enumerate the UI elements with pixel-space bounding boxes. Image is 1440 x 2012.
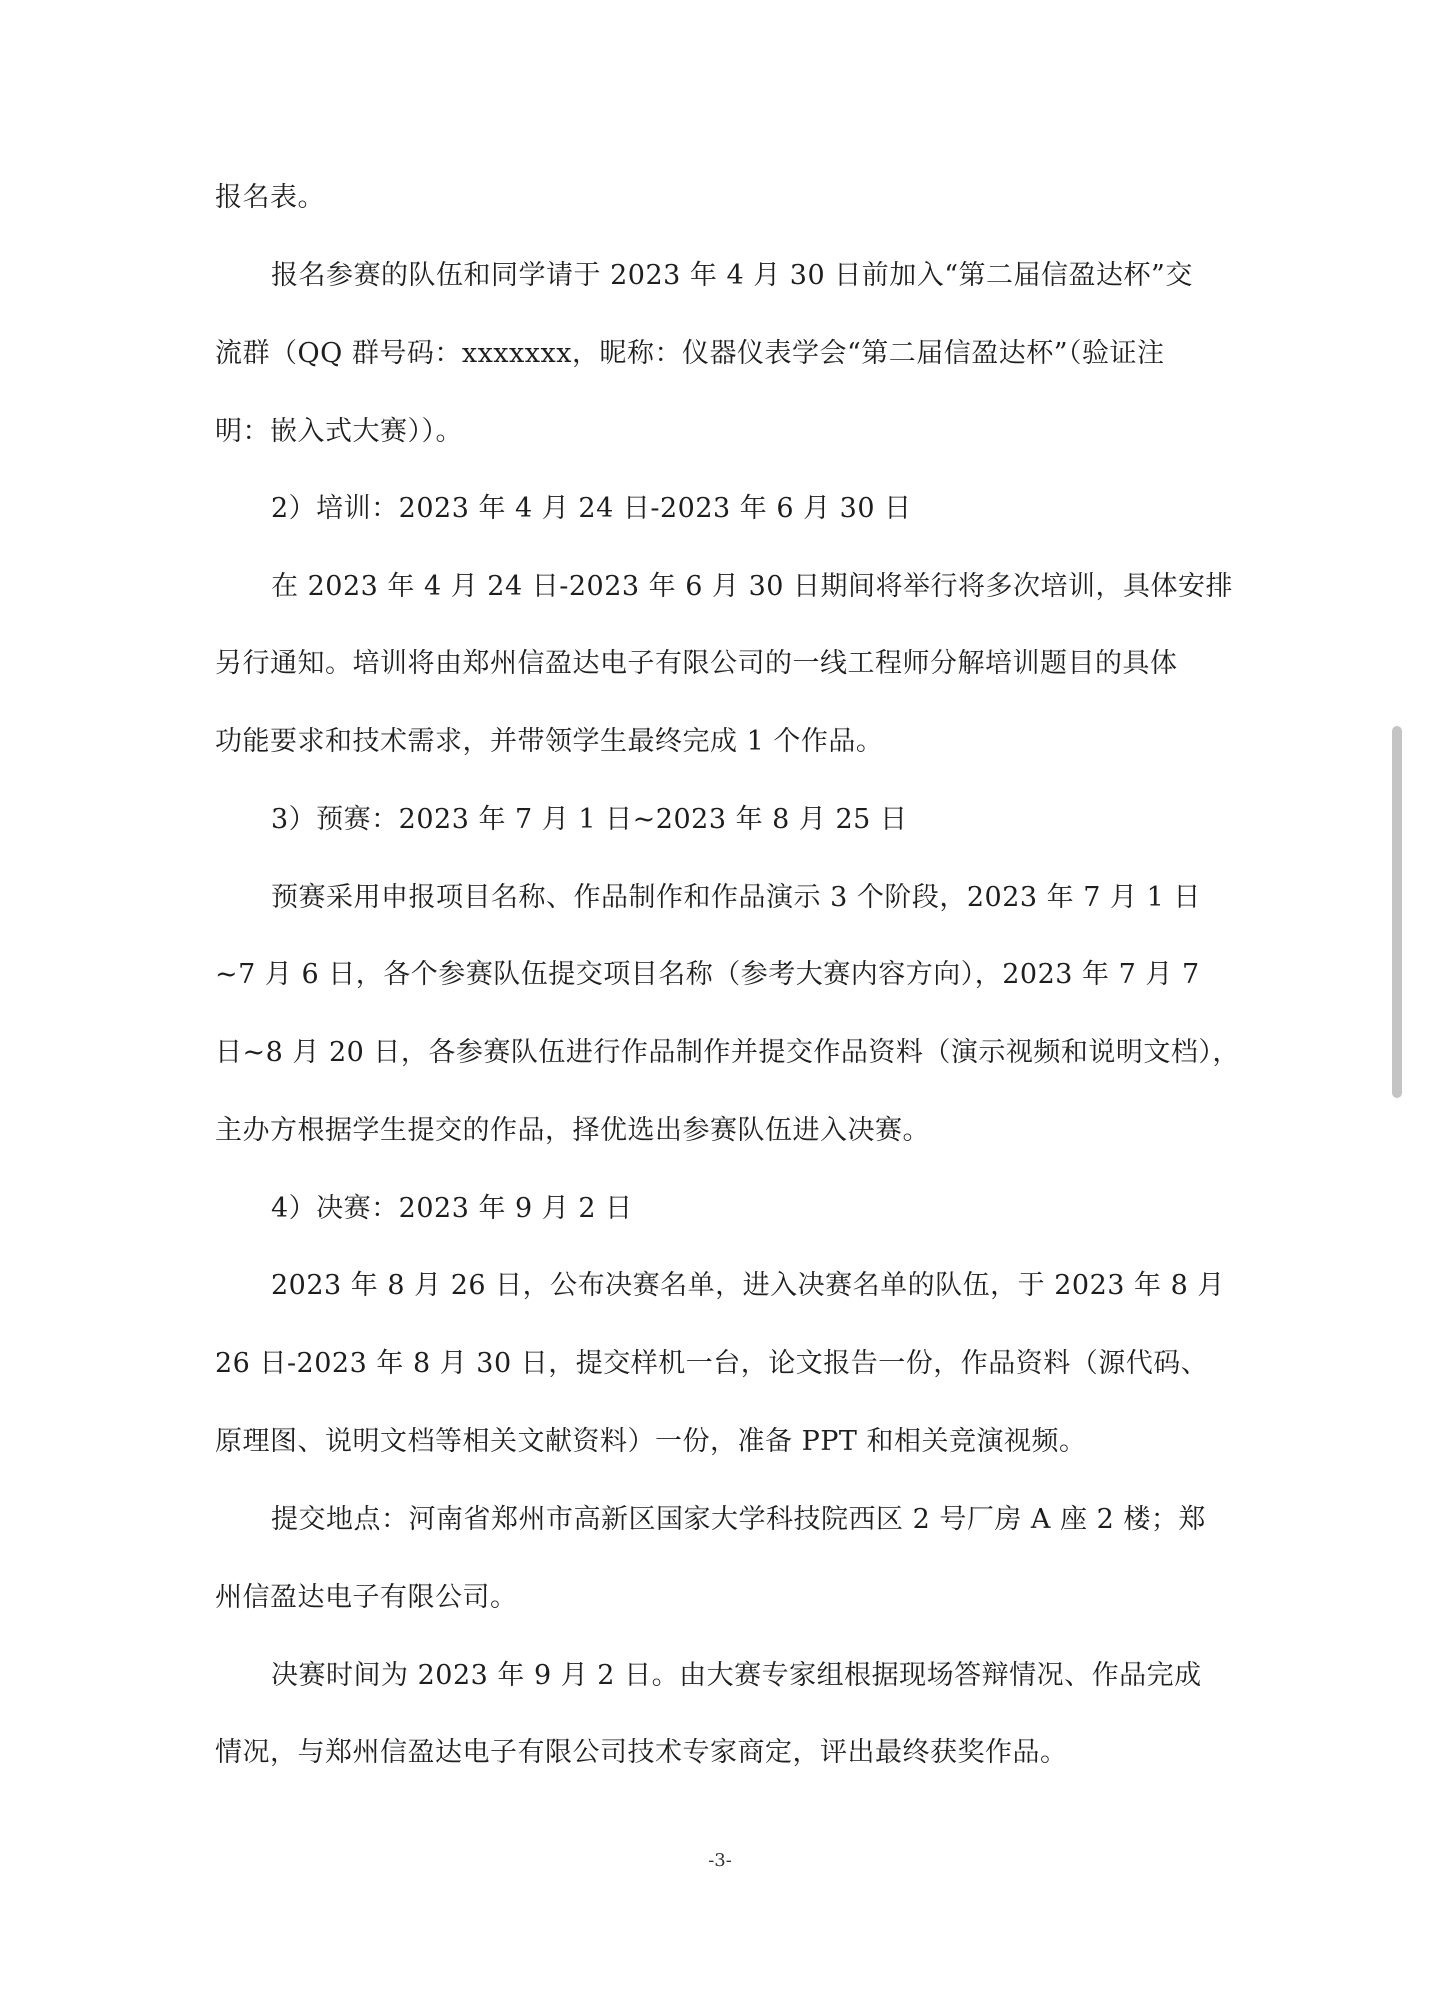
text-line-10: 预赛采用申报项目名称、作品制作和作品演示 3 个阶段，2023 年 7 月 1 日	[271, 882, 1201, 913]
scrollbar-thumb[interactable]	[1392, 726, 1402, 1098]
text-line-7: 另行通知。培训将由郑州信盈达电子有限公司的一线工程师分解培训题目的具体	[215, 648, 1178, 679]
text-line-14: 4）决赛：2023 年 9 月 2 日	[271, 1193, 633, 1224]
text-line-1: 报名表。	[215, 182, 325, 213]
text-line-20: 决赛时间为 2023 年 9 月 2 日。由大赛专家组根据现场答辩情况、作品完成	[271, 1660, 1202, 1691]
text-line-17: 原理图、说明文档等相关文献资料）一份，准备 PPT 和相关竞演视频。	[215, 1426, 1087, 1457]
text-line-16: 26 日-2023 年 8 月 30 日，提交样机一台，论文报告一份，作品资料（源代码、	[215, 1348, 1209, 1379]
text-line-2: 报名参赛的队伍和同学请于 2023 年 4 月 30 日前加入“第二届信盈达杯”交	[271, 260, 1193, 291]
text-line-6: 在 2023 年 4 月 24 日-2023 年 6 月 30 日期间将举行将多次培训，具体安排	[271, 571, 1234, 602]
text-line-5: 2）培训：2023 年 4 月 24 日-2023 年 6 月 30 日	[271, 493, 912, 524]
text-line-12: 日~8 月 20 日，各参赛队伍进行作品制作并提交作品资料（演示视频和说明文档），	[215, 1037, 1240, 1068]
text-line-15: 2023 年 8 月 26 日，公布决赛名单，进入决赛名单的队伍，于 2023 年 8 月	[271, 1270, 1225, 1301]
text-line-19: 州信盈达电子有限公司。	[215, 1582, 518, 1613]
page-number: -3-	[708, 1850, 732, 1871]
text-line-4: 明：嵌入式大赛））。	[215, 416, 463, 447]
text-line-18: 提交地点：河南省郑州市高新区国家大学科技院西区 2 号厂房 A 座 2 楼；郑	[271, 1504, 1206, 1535]
text-line-11: ~7 月 6 日，各个参赛队伍提交项目名称（参考大赛内容方向），2023 年 7 月 7	[215, 959, 1200, 990]
text-line-13: 主办方根据学生提交的作品，择优选出参赛队伍进入决赛。	[215, 1115, 930, 1146]
text-line-9: 3）预赛：2023 年 7 月 1 日~2023 年 8 月 25 日	[271, 804, 908, 835]
text-line-8: 功能要求和技术需求，并带领学生最终完成 1 个作品。	[215, 726, 884, 757]
text-line-3: 流群（QQ 群号码：xxxxxxx，昵称：仪器仪表学会“第二届信盈达杯”（验证注	[215, 338, 1165, 369]
text-line-21: 情况，与郑州信盈达电子有限公司技术专家商定，评出最终获奖作品。	[215, 1737, 1068, 1768]
